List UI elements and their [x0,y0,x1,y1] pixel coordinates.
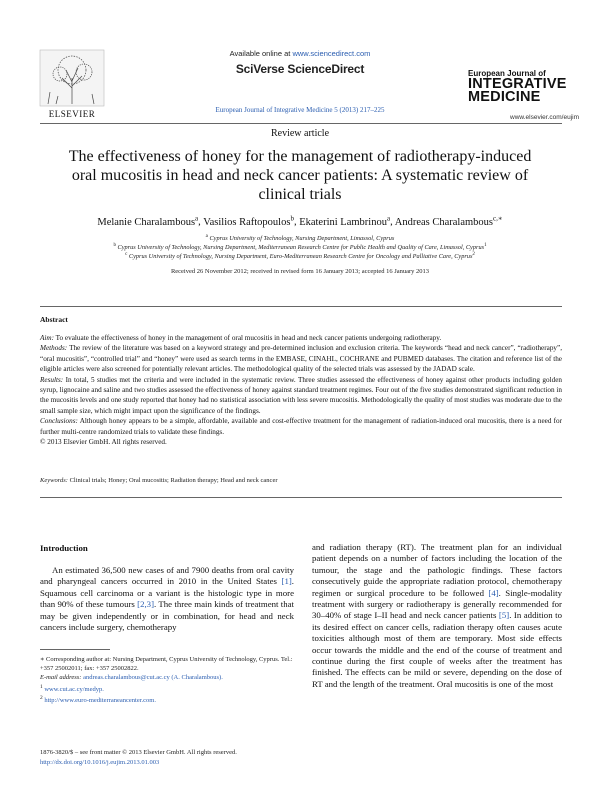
journal-logo [468,78,567,104]
footnote-1: $^1$ www.cut.ac.cy/medyp. [40,683,104,693]
abstract-top-rule [40,306,562,307]
footnotes [40,655,294,705]
abstract-methods: Methods: The review of the literature was based on a keyword strategy and pre-determined inclusion and exclusion criteria. The keywords “head and neck cancer”, “radiotherapy”, “oral mucositis”, “controlled trial” and “honey” were used as search terms in the EMBASE, CINAHL, COCHRANE and PUBMED databases. The citation and reference list of the eligible articles were also screened for potentially relevant articles. The methodological quality of the selected trials was assessed by the JADAD scale. [40,344,562,374]
journal-url[interactable]: www.elsevier.com/eujim [510,114,579,121]
footnote-2-link[interactable]: http://www.euro-mediterraneancenter.com. [44,697,156,705]
journal-logo-line2: MEDICINE [468,89,541,105]
abstract-bottom-rule [40,497,562,498]
journal-logo-line1: INTEGRATIVE [468,76,567,92]
abstract-copyright: © 2013 Elsevier GmbH. All rights reserved. [40,438,167,447]
article-title: The effectiveness of honey for the management of radiotherapy-induced oral mucositis in head and neck cancer patients: A systematic review of clinical trials [68,148,532,203]
journal-citation[interactable]: European Journal of Integrative Medicine 5 (2013) 217–225 [215,106,385,114]
doi-link[interactable]: http://dx.doi.org/10.1016/j.eujim.2013.01.003 [40,758,160,766]
email-link[interactable]: andreas.charalambous@cut.ac.cy (A. Charalambous). [81,674,223,682]
citation-link[interactable]: [1] [281,576,292,587]
elsevier-tree-logo [36,48,108,108]
email-note: E-mail address: andreas.charalambous@cut.ac.cy (A. Charalambous). [40,674,223,682]
received-dates: Received 26 November 2012; received in revised form 16 January 2013; accepted 16 January 2013 [170,268,430,275]
abstract-results: Results: In total, 5 studies met the criteria and were included in the systematic review. Three studies assessed the effectiveness of honey against other products including golden syrup, lignocaine and saline and two studies assessed the effectiveness of honey against standard treatment regimes. Four out of the five studies demonstrated significant reduction in the mucositis levels and one study reported that honey had no statistical association with less severe mucositis. Methodologically the quality of most studies was moderate due to the small sample size, which might impact upon the significance of the findings. [40,375,562,415]
journal-logo-small: European Journal of [468,69,546,78]
elsevier-logo-text: ELSEVIER [48,109,96,119]
author[interactable]: Ekaterini Lambrinou$^a$ [299,214,391,228]
affiliation: $^a$ Cyprus University of Technology, Nursing Department, Limassol, Cyprus [205,234,395,243]
author[interactable]: Melanie Charalambous$^a$ [97,214,199,228]
article-type: Review article [270,128,330,139]
affiliation: $^c$ Cyprus University of Technology, Nursing Department, Euro-Mediterranean Research Centre for Oncology and Palliative Care, Cyprus$^2$ [125,252,475,261]
citation-link[interactable]: [5] [498,610,510,621]
author[interactable]: Andreas Charalambous$^{c,∗}$ [394,214,503,228]
author-list: Melanie Charalambous$^a$, Vasilios Raftopoulos$^b$, Ekaterini Lambrinou$^a$, Andreas Charalambous$^{c,∗}$ [97,214,503,228]
abstract-conclusions: Conclusions: Although honey appears to be a simple, affordable, available and cost-effective treatment for the management of radiation-induced oral mucositis, there is a need for further multi-centre randomized trials to validate these findings. [40,417,562,436]
citation-link[interactable]: [4] [488,587,499,598]
sciverse-brand: SciVerse ScienceDirect [235,62,365,76]
header-rule [40,123,562,124]
body-column-right: and radiation therapy (RT). The treatment plan for an individual patient depends on a number of factors including the location of the tumour, the stage and the pathologic findings. These factors consecutively guide the appropriate radiation protocol, chemotherapy regimen or surgical procedure to be followed [4]. Single-modality treatment with surgery or radiotherapy is generally recommended for 30–40% of stage I–II head and neck cancer patients [5]. In addition to its desired effect on cancer cells, radiation therapy often causes acute toxicities although most of them are temporary. Most side effects occur towards the middle and the end of the course of treatment and continue during the first couple of weeks after the treatment has finished. The effects can be mild or severe, depending on the dose of RT and the length of the treatment. Oral mucositis is one of the most [312,542,562,689]
abstract-body [40,333,562,447]
section-heading-introduction: Introduction [40,543,88,553]
citation-link[interactable]: [2,3] [137,599,155,610]
corresponding-author-note: ∗ Corresponding author at: Nursing Department, Cyprus University of Technology, Cyprus. Tel.: +357 25002011; fax: +357 25002822. [40,656,293,673]
abstract-heading: Abstract [40,315,68,324]
footnote-2: $^2$ http://www.euro-mediterraneancenter.com. [40,694,156,705]
body-column-left: An estimated 36,500 new cases of and 7900 deaths from oral cavity and pharyngeal cancers occurred in 2010 in the United States [1]. Squamous cell carcinoma or a variant is the histologic type in more than 90% of these tumours [2,3]. The three main kinds of treatment that may be given independently or in combination, for head and neck cancers include surgery, chemotherapy [40,565,294,633]
footnote-rule [40,649,110,650]
footnote-1-link[interactable]: www.cut.ac.cy/medyp. [44,685,104,693]
issn-line: 1876-3820/$ – see front matter © 2013 Elsevier GmbH. All rights reserved. [40,749,237,756]
availability-line: Available online at www.sciencedirect.com [229,49,371,58]
page-footer [40,748,294,767]
author[interactable]: Vasilios Raftopoulos$^b$ [203,214,294,228]
keywords: Keywords: Clinical trials; Honey; Oral mucositis; Radiation therapy; Head and neck cancer [40,477,278,484]
sciencedirect-link[interactable]: www.sciencedirect.com [292,49,371,58]
affiliation: $^b$ Cyprus University of Technology, Nursing Department, Mediterranean Research Centre for Public Health and Quality of Care, Limassol, Cyprus$^1$ [113,243,487,252]
abstract-aim: Aim: To evaluate the effectiveness of honey in the management of oral mucositis in head and neck cancer patients undergoing radiotherapy. [40,334,442,342]
